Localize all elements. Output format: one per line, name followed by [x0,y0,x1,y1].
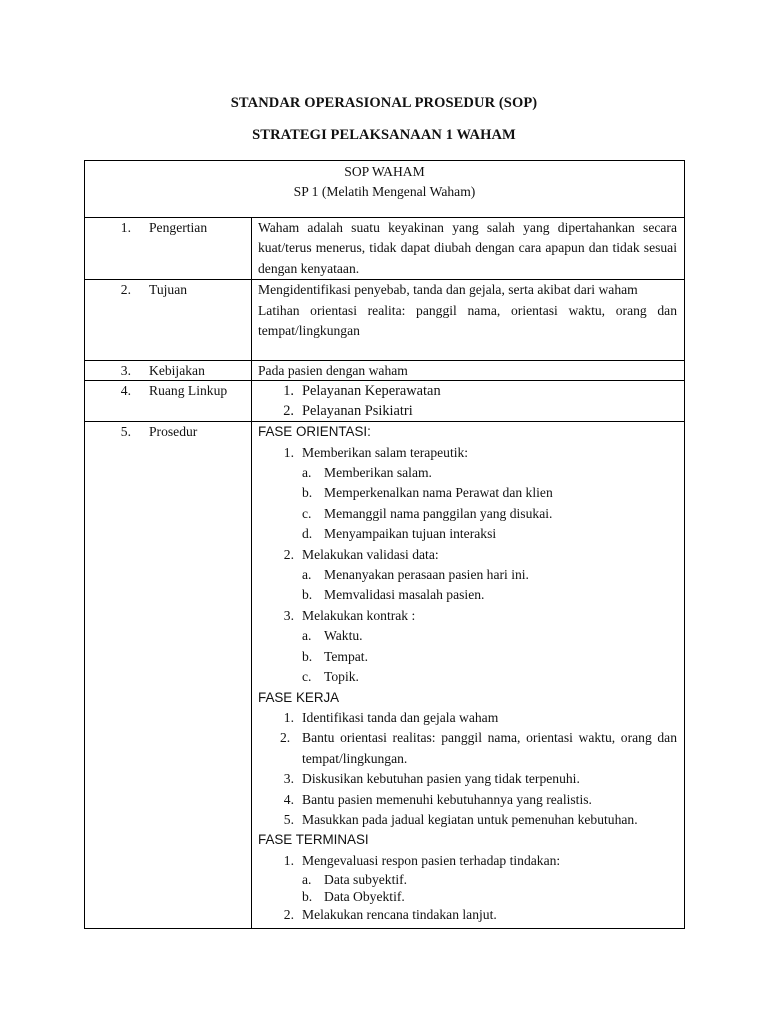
sub-list-item [258,524,677,544]
list-item-text: Memperkenalkan nama Perawat dan klien [324,485,553,501]
sub-list-item [258,667,677,687]
kebijakan-text: Pada pasien dengan waham [258,363,408,379]
list-item-text: Waktu. [324,628,363,644]
list-item [258,401,677,421]
table-header-row [85,161,685,218]
list-item-text: Melakukan kontrak : [302,607,416,623]
list-item-text: Data subyektif. [324,872,408,888]
list-marker: 2. [283,546,294,562]
list-item-text: Memberikan salam terapeutik: [302,444,469,460]
document-title: STANDAR OPERASIONAL PROSEDUR (SOP) [230,95,538,111]
list-item-text: Masukkan pada jadual kegiatan untuk pemenuhan kebutuhan. [302,811,638,827]
row-label [85,361,252,381]
sub-list-item [258,463,677,483]
list-marker: 3. [283,607,294,623]
fase-terminasi-heading: FASE TERMINASI [258,832,369,848]
list-item-text: Topik. [324,669,359,685]
list-item [258,545,677,565]
row-number: 4. [120,383,131,399]
list-marker: b. [302,648,313,664]
list-item [258,606,677,626]
list-item-text: Pelayanan Keperawatan [302,383,441,400]
sop-table [84,160,685,929]
header-line-1: SOP WAHAM [344,164,425,179]
list-marker: 4. [283,791,294,807]
list-marker: 3. [283,771,294,787]
list-item-text: Tempat. [324,648,368,664]
table-header-cell [85,161,685,218]
row-label [85,422,252,928]
list-marker: b. [302,889,313,905]
sub-list-item [258,504,677,524]
list-item-text: Menyampaikan tujuan interaksi [324,526,497,542]
pengertian-text: Waham adalah suatu keyakinan yang salah yang dipertahankan secara kuat/terus menerus, tidak dapat diubah dengan cara apapun dan tidak sesuai dengan kenyataan. [258,220,677,276]
list-item [258,851,677,871]
list-item-text: Melakukan rencana tindakan lanjut. [302,907,497,923]
row-content [252,381,685,422]
list-item-text: Memberikan salam. [324,465,432,481]
row-content [252,422,685,928]
table-row-tujuan [85,280,685,361]
list-marker: a. [302,872,312,888]
sub-list-item [258,585,677,605]
row-key: Ruang Linkup [149,383,228,399]
row-label [85,381,252,422]
list-item-text: Pelayanan Psikiatri [302,403,413,420]
sub-list-item [258,871,677,888]
list-marker: a. [302,465,312,481]
list-item-text: Menanyakan perasaan pasien hari ini. [324,567,529,583]
table-row-ruang-linkup [85,381,685,422]
list-item [258,381,677,401]
list-marker: c. [302,669,312,685]
fase-orientasi-heading: FASE ORIENTASI: [258,424,371,440]
list-marker: 2. [283,907,294,923]
row-label [85,218,252,280]
row-number: 2. [120,282,131,298]
list-item-text: Diskusikan kebutuhan pasien yang tidak terpenuhi. [302,771,580,787]
list-marker: 1. [283,709,294,725]
list-marker: 1. [283,852,294,868]
row-content [252,218,685,280]
fase-kerja-heading: FASE KERJA [258,689,340,705]
list-item-text: Memanggil nama panggilan yang disukai. [324,505,553,521]
sub-list-item [258,888,677,905]
list-item-text: Melakukan validasi data: [302,546,439,562]
row-number: 5. [120,424,131,440]
list-marker: b. [302,485,313,501]
list-item [258,728,677,769]
list-item [258,905,677,925]
list-item [258,708,677,728]
list-marker: a. [302,628,312,644]
list-marker: b. [302,587,313,603]
row-key: Pengertian [149,220,208,235]
list-marker: d. [302,526,313,542]
document-subtitle: STRATEGI PELAKSANAAN 1 WAHAM [252,127,516,143]
header-line-2: SP 1 (Melatih Mengenal Waham) [293,184,476,200]
row-label [85,280,252,361]
tujuan-text-2: Latihan orientasi realita: panggil nama, orientasi waktu, orang dan tempat/lingkungan [258,302,677,339]
sub-list-item [258,565,677,585]
list-item-text: Bantu orientasi realitas: panggil nama, orientasi waktu, orang dan tempat/lingkungan. [302,730,677,766]
row-content [252,280,685,361]
table-row-prosedur [85,422,685,928]
sub-list-item [258,626,677,646]
list-item-text: Mengevaluasi respon pasien terhadap tindakan: [302,852,561,868]
list-marker: 2. [283,403,294,420]
sub-list-item [258,483,677,503]
list-item-text: Data Obyektif. [324,889,405,905]
list-marker: 1. [283,444,294,460]
list-marker: c. [302,505,312,521]
row-number: 3. [120,363,131,379]
list-item-text: Memvalidasi masalah pasien. [324,587,485,603]
row-key: Kebijakan [149,363,205,379]
row-number: 1. [120,220,131,235]
list-item [258,810,677,830]
list-item-text: Bantu pasien memenuhi kebutuhannya yang realistis. [302,791,592,807]
row-content [252,361,685,381]
list-item [258,769,677,789]
row-key: Tujuan [149,282,188,298]
list-item [258,790,677,810]
list-marker: 5. [283,811,294,827]
sub-list-item [258,647,677,667]
row-key: Prosedur [149,424,198,440]
list-item-text: Identifikasi tanda dan gejala waham [302,709,499,725]
tujuan-text-1: Mengidentifikasi penyebab, tanda dan gejala, serta akibat dari waham [258,282,638,298]
table-row-kebijakan [85,361,685,381]
list-item [258,443,677,463]
table-row-pengertian [85,218,685,280]
list-marker: a. [302,567,312,583]
list-marker: 1. [283,383,294,400]
list-marker: 2. [280,730,291,746]
